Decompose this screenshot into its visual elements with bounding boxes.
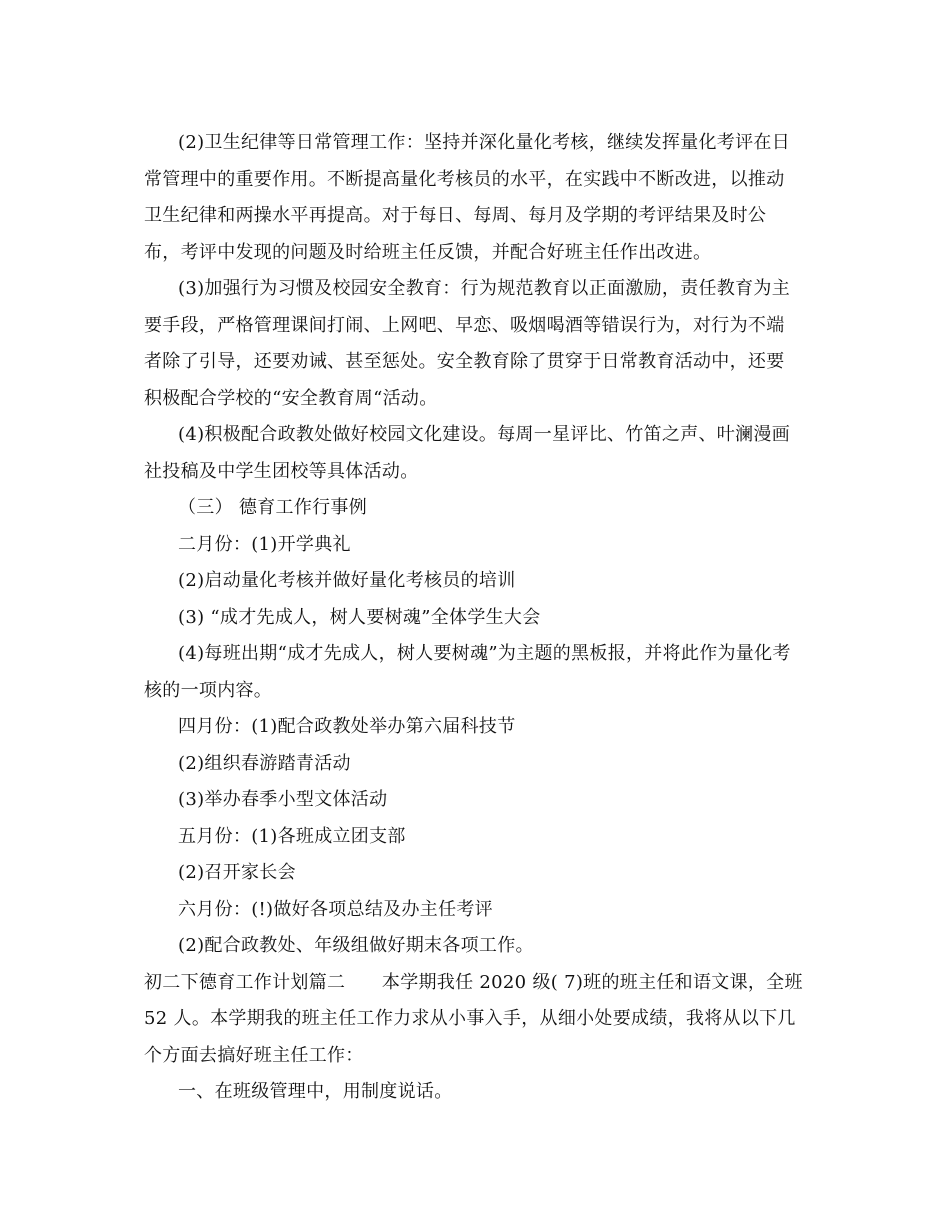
text-line: 布，考评中发现的问题及时给班主任反馈，并配合好班主任作出改进。: [144, 241, 712, 263]
text-line: (3)加强行为习惯及校园安全教育：行为规范教育以正面激励，责任教育为主: [178, 278, 790, 299]
text-line: 二月份：(1)开学典礼: [178, 533, 351, 555]
text-line: (2)启动量化考核并做好量化考核员的培训: [178, 570, 516, 591]
text-line: 四月份：(1)配合政教处举办第六届科技节: [178, 716, 516, 737]
text-line: 要手段，严格管理课间打闹、上网吧、早恋、吸烟喝酒等错误行为，对行为不端: [144, 314, 785, 336]
text-line: (4)积极配合政教处做好校园文化建设。每周一星评比、竹笛之声、叶澜漫画: [178, 424, 790, 445]
text-line: 初二下德育工作计划篇二 本学期我任 2020 级( 7)班的班主任和语文课，全班: [144, 971, 803, 993]
text-line: 个方面去搞好班主任工作：: [144, 1044, 364, 1066]
text-line: 六月份：(!)做好各项总结及办主任考评: [178, 898, 493, 920]
text-line: 社投稿及中学生团校等具体活动。: [144, 460, 419, 482]
text-line: (3)举办春季小型文体活动: [178, 789, 388, 810]
section-heading: （三） 德育工作行事例: [178, 497, 368, 518]
document-body: [144, 125, 814, 1111]
text-line: (2)组织春游踏青活动: [178, 752, 351, 774]
text-line: 常管理中的重要作用。不断提高量化考核员的水平，在实践中不断改进，以推动: [144, 168, 785, 190]
text-line: (2)召开家长会: [178, 862, 296, 883]
text-line: 者除了引导，还要劝诫、甚至惩处。安全教育除了贯穿于日常教育活动中，还要: [144, 351, 785, 372]
text-line: (2)卫生纪律等日常管理工作：坚持并深化量化考核，继续发挥量化考评在日: [178, 132, 790, 153]
text-line: 52 人。本学期我的班主任工作力求从小事入手，从细小处要成绩，我将从以下几: [144, 1008, 796, 1029]
text-line: (3) “成才先成人，树人要树魂”全体学生大会: [178, 606, 541, 628]
text-line: (2)配合政教处、年级组做好期末各项工作。: [178, 935, 534, 956]
text-line: 五月份：(1)各班成立团支部: [178, 825, 406, 847]
text-line: 一、在班级管理中，用制度说话。: [178, 1081, 453, 1102]
text-line: 核的一项内容。: [144, 679, 273, 701]
text-line: 卫生纪律和两操水平再提高。对于每日、每周、每月及学期的考评结果及时公: [144, 205, 767, 226]
text-line: 积极配合学校的“安全教育周“活动。: [144, 387, 438, 409]
text-line: (4)每班出期“成才先成人，树人要树魂”为主题的黑板报，并将此作为量化考: [178, 643, 791, 664]
